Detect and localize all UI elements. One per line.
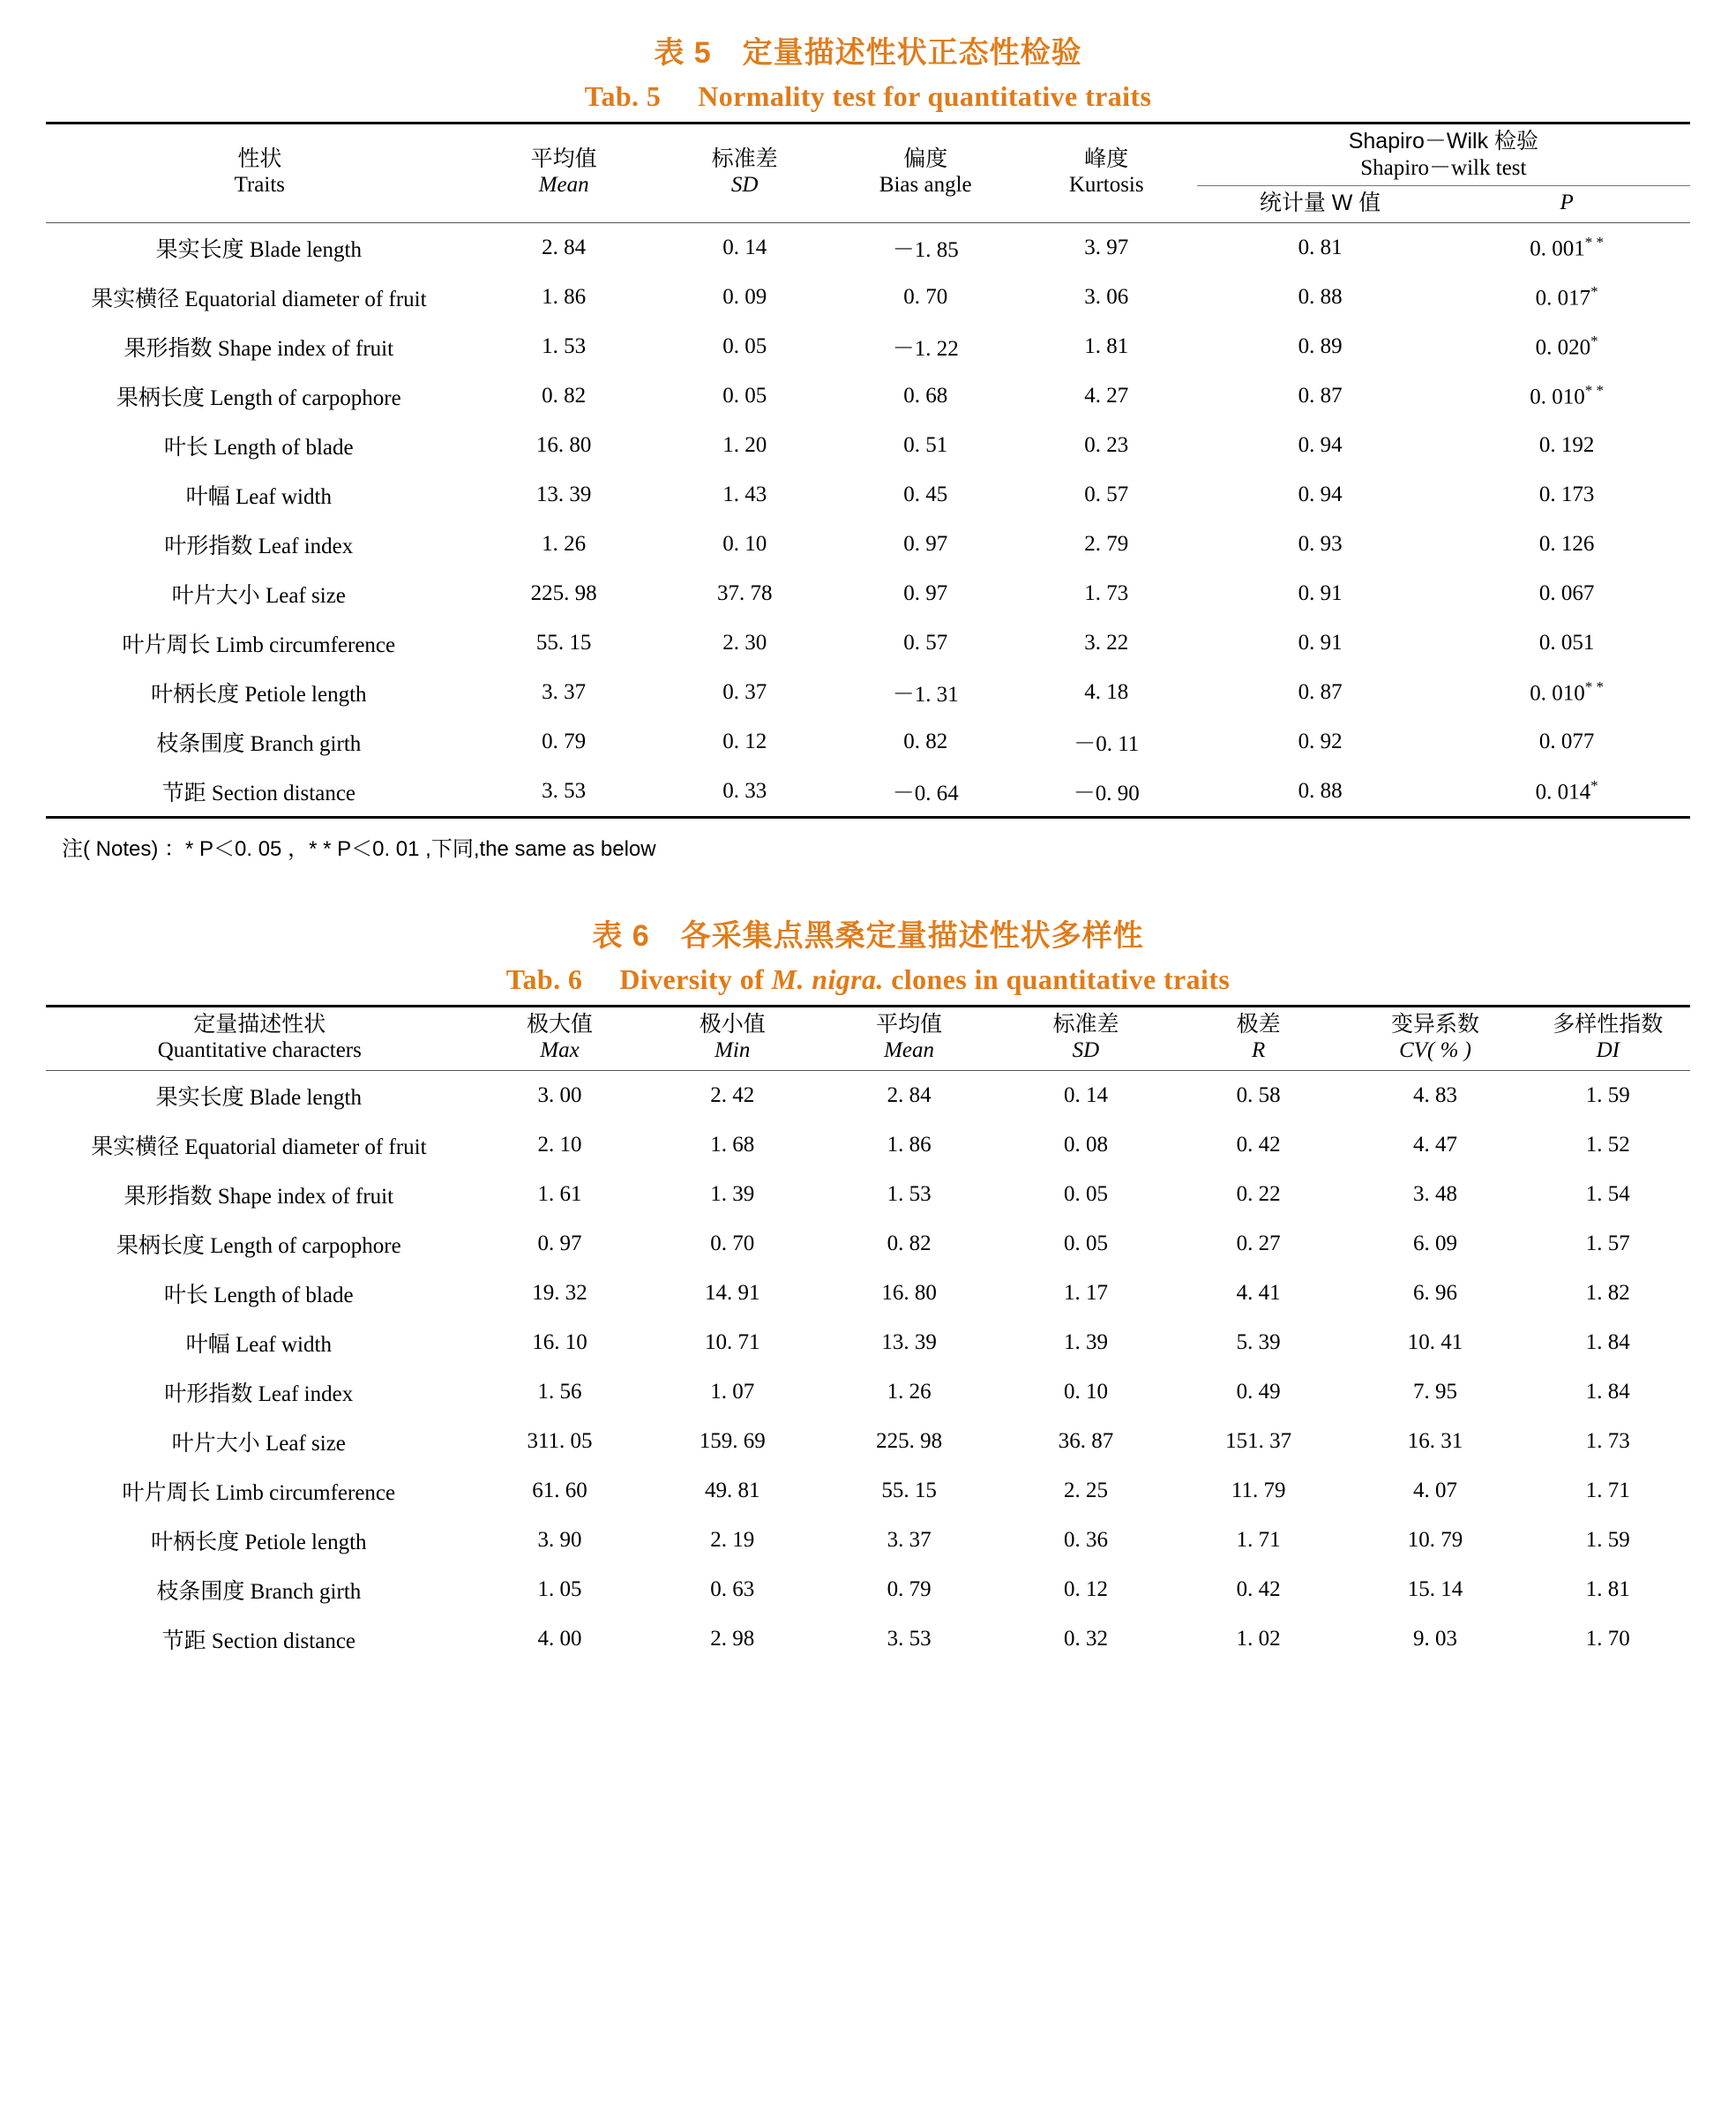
table5-cell-bias: 0. 57: [903, 630, 948, 655]
table5-cell-mean: 2. 84: [542, 235, 587, 259]
table-row: [46, 1565, 1690, 1614]
table-6: [46, 1005, 1690, 1664]
table6-cell-r: 0. 42: [1236, 1576, 1281, 1601]
table6-cell-di: 1. 52: [1585, 1132, 1630, 1157]
table6-cell-max: 1. 05: [537, 1576, 582, 1601]
table6-cell-di: 1. 73: [1585, 1428, 1630, 1453]
table5-title-cn: 表 5 定量描述性状正态性检验: [654, 36, 1082, 70]
table5-col-sd: 标准差 SD: [711, 146, 778, 198]
table6-cell-mean: 13. 39: [881, 1329, 937, 1354]
table6-title-en-part1: Diversity of: [619, 962, 765, 995]
table5-cell-bias: －1. 22: [892, 336, 959, 361]
table6-cell-r: 0. 42: [1236, 1132, 1281, 1157]
table5-header-row-1: [46, 124, 1690, 186]
table5-cell-kurt: 3. 22: [1084, 630, 1129, 655]
table5-cell-w: 0. 81: [1298, 235, 1343, 259]
table6-cell-sd: 0. 12: [1063, 1576, 1108, 1601]
table5-cell-p: 0. 014*: [1535, 776, 1598, 805]
table6-cell-r: 4. 41: [1236, 1280, 1281, 1305]
table5-cell-w: 0. 91: [1298, 630, 1343, 655]
table6-cell-cv: 6. 96: [1413, 1280, 1458, 1305]
table-5: [46, 122, 1690, 816]
table5-cell-sd: 37. 78: [716, 580, 773, 605]
table6-cell-di: 1. 84: [1585, 1379, 1630, 1404]
table-row: [46, 717, 1690, 767]
table6-cell-min: 10. 71: [704, 1329, 760, 1354]
table6-cell-r: 0. 27: [1236, 1231, 1281, 1255]
table6-cell-trait: 果实长度 Blade length: [155, 1084, 362, 1110]
table-row: [46, 1466, 1690, 1516]
table5-cell-trait: 果实长度 Blade length: [155, 236, 362, 262]
table6-cell-trait: 果柄长度 Length of carpophore: [116, 1232, 401, 1258]
table-row: [46, 470, 1690, 520]
table5-cell-trait: 叶形指数 Leaf index: [164, 533, 354, 558]
table5-col-bias: 偏度 Bias angle: [879, 146, 972, 198]
table6-cell-mean: 2. 84: [887, 1082, 932, 1107]
table6-header-row: [46, 1006, 1690, 1068]
table5-cell-p: 0. 001* *: [1530, 233, 1605, 261]
table5-cell-sd: 0. 12: [722, 729, 767, 753]
table5-cell-mean: 55. 15: [535, 630, 592, 655]
table5-title-en-prefix: Tab. 5: [584, 80, 662, 112]
table6-cell-min: 49. 81: [704, 1478, 760, 1502]
table6-cell-min: 0. 63: [710, 1576, 755, 1601]
table6-title-en-italic: M. nigra.: [771, 962, 884, 995]
table5-cell-w: 0. 88: [1298, 284, 1343, 309]
table6-cell-trait: 果实横径 Equatorial diameter of fruit: [91, 1134, 427, 1159]
table5-cell-w: 0. 94: [1298, 432, 1343, 457]
table6-cell-r: 1. 02: [1236, 1626, 1281, 1651]
table6-cell-min: 2. 19: [710, 1527, 755, 1552]
table5-cell-p: 0. 077: [1538, 729, 1595, 753]
table6-cell-trait: 果形指数 Shape index of fruit: [123, 1183, 394, 1209]
table6-cell-min: 1. 07: [710, 1379, 755, 1404]
table5-cell-sd: 0. 10: [722, 531, 767, 556]
table6-title-en-prefix: Tab. 6: [505, 962, 583, 995]
table5-cell-kurt: －0. 11: [1074, 731, 1140, 756]
table6-cell-cv: 7. 95: [1413, 1379, 1458, 1404]
table6-cell-di: 1. 54: [1585, 1181, 1630, 1206]
table6-cell-trait: 叶片大小 Leaf size: [171, 1430, 346, 1456]
table6-cell-sd: 0. 05: [1063, 1231, 1108, 1255]
table5-cell-p: 0. 173: [1538, 482, 1595, 506]
table5-cell-trait: 果实横径 Equatorial diameter of fruit: [91, 286, 427, 311]
table5-cell-trait: 叶片周长 Limb circumference: [122, 632, 396, 657]
table5-cell-p: 0. 051: [1538, 630, 1595, 655]
table-row: [46, 520, 1690, 569]
table6-cell-cv: 10. 79: [1407, 1527, 1463, 1552]
table-row: [46, 371, 1690, 421]
table5-cell-bias: －0. 64: [892, 781, 959, 805]
table6-cell-sd: 2. 25: [1063, 1478, 1108, 1502]
table6-cell-sd: 0. 05: [1063, 1181, 1108, 1206]
table5-cell-sd: 2. 30: [722, 630, 767, 655]
table-row: [46, 273, 1690, 322]
table6-cell-mean: 0. 82: [887, 1231, 932, 1255]
table5-cell-bias: 0. 97: [903, 531, 948, 556]
table6-col-sd: 标准差 SD: [1052, 1011, 1119, 1062]
table5-cell-mean: 16. 80: [535, 432, 592, 457]
table-row: [46, 322, 1690, 371]
table5-head: [46, 124, 1690, 223]
table6-cell-min: 1. 68: [710, 1132, 755, 1157]
table5-cell-kurt: 1. 73: [1084, 580, 1129, 605]
table5-cell-mean: 3. 53: [542, 778, 587, 803]
table5-cell-trait: 节距 Section distance: [161, 780, 356, 805]
table6-cell-sd: 0. 14: [1063, 1082, 1108, 1107]
table5-cell-w: 0. 87: [1298, 679, 1343, 704]
table6-cell-sd: 0. 36: [1063, 1527, 1108, 1552]
table6-cell-r: 11. 79: [1231, 1478, 1286, 1502]
table6-cell-mean: 1. 53: [887, 1181, 932, 1206]
table5-cell-p: 0. 192: [1538, 432, 1595, 457]
table6-cell-cv: 6. 09: [1413, 1231, 1458, 1255]
table5-cell-bias: 0. 70: [903, 284, 948, 309]
table6-cell-max: 1. 56: [537, 1379, 582, 1404]
table5-cell-kurt: 4. 27: [1084, 383, 1129, 408]
table6-cell-cv: 4. 07: [1413, 1478, 1458, 1502]
table5-cell-p: 0. 010* *: [1530, 678, 1605, 706]
table6-col-di: 多样性指数 DI: [1553, 1011, 1664, 1062]
table6-cell-max: 311. 05: [527, 1428, 593, 1453]
table5-cell-p: 0. 010* *: [1530, 381, 1605, 409]
table6-cell-sd: 1. 17: [1063, 1280, 1108, 1305]
table6-cell-r: 151. 37: [1225, 1428, 1292, 1453]
table6-cell-sd: 0. 10: [1063, 1379, 1108, 1404]
table5-cell-mean: 1. 26: [542, 531, 587, 556]
table5-cell-trait: 叶片大小 Leaf size: [171, 582, 346, 608]
table5-cell-mean: 0. 82: [542, 383, 587, 408]
table-row: [46, 421, 1690, 470]
table6-cell-trait: 叶幅 Leaf width: [185, 1331, 332, 1357]
table-row: [46, 1120, 1690, 1170]
table5-cell-mean: 0. 79: [542, 729, 587, 753]
table6-title-cn: 表 6 各采集点黑桑定量描述性状多样性: [592, 918, 1144, 953]
table5-cell-mean: 225. 98: [530, 580, 597, 605]
table5-cell-kurt: 1. 81: [1084, 333, 1129, 358]
table5-col-trait: 性状 Traits: [234, 146, 286, 198]
table6-cell-cv: 3. 48: [1413, 1181, 1458, 1206]
table6-cell-sd: 36. 87: [1058, 1428, 1114, 1453]
table5-cell-w: 0. 94: [1298, 482, 1343, 506]
table-row: [46, 618, 1690, 668]
table6-cell-min: 1. 39: [710, 1181, 755, 1206]
table6-cell-trait: 叶柄长度 Petiole length: [151, 1529, 367, 1554]
table5-cell-p: 0. 017*: [1535, 282, 1598, 311]
table6-cell-di: 1. 82: [1585, 1280, 1630, 1305]
table5-cell-w: 0. 87: [1298, 383, 1343, 408]
table6-cell-cv: 16. 31: [1407, 1428, 1463, 1453]
table6-cell-cv: 4. 83: [1413, 1082, 1458, 1107]
table5-cell-sd: 0. 37: [722, 679, 767, 704]
table6-cell-trait: 叶片周长 Limb circumference: [122, 1479, 396, 1505]
table6-col-trait: 定量描述性状 Quantitative characters: [157, 1011, 362, 1062]
table6-cell-r: 0. 58: [1236, 1082, 1281, 1107]
table-row: [46, 222, 1690, 273]
table6-cell-trait: 叶长 Length of blade: [164, 1282, 354, 1307]
table5-cell-kurt: 2. 79: [1084, 531, 1129, 556]
table5-col-mean: 平均值 Mean: [530, 146, 597, 198]
table5-cell-kurt: 4. 18: [1084, 679, 1129, 704]
table6-title-en-part2: clones in quantitative traits: [891, 962, 1231, 995]
table6-cell-r: 0. 22: [1236, 1181, 1281, 1206]
table-row: [46, 1269, 1690, 1318]
table5-cell-kurt: 0. 57: [1084, 482, 1129, 506]
table6-cell-max: 16. 10: [532, 1329, 587, 1354]
table6-cell-trait: 枝条围度 Branch girth: [156, 1578, 362, 1604]
table6-cell-sd: 1. 39: [1063, 1329, 1108, 1354]
table5-title-en: [46, 80, 1690, 113]
table5-cell-sd: 0. 05: [722, 333, 767, 358]
table6-cell-min: 2. 98: [710, 1626, 755, 1651]
table5-col-w: 统计量 W 值: [1259, 191, 1381, 215]
table5-cell-sd: 1. 20: [722, 432, 767, 457]
table5-cell-trait: 叶柄长度 Petiole length: [151, 681, 367, 707]
table6-col-min: 极小值 Min: [699, 1011, 766, 1062]
table5-cell-sd: 0. 33: [722, 778, 767, 803]
table6-body: [46, 1070, 1690, 1664]
table5-cell-w: 0. 89: [1298, 333, 1343, 358]
table6-col-mean: 平均值 Mean: [876, 1011, 943, 1062]
table5-cell-mean: 1. 86: [542, 284, 587, 309]
table6-cell-r: 5. 39: [1236, 1329, 1281, 1354]
table6-cell-sd: 0. 08: [1063, 1132, 1108, 1157]
table5-cell-trait: 果形指数 Shape index of fruit: [123, 335, 394, 361]
table6-cell-max: 1. 61: [537, 1181, 582, 1206]
table6-col-r: 极差 R: [1236, 1011, 1281, 1062]
table5-cell-kurt: 3. 06: [1084, 284, 1129, 309]
table6-cell-mean: 16. 80: [881, 1280, 937, 1305]
table5-cell-p: 0. 020*: [1535, 332, 1598, 360]
table6-cell-mean: 225. 98: [876, 1428, 943, 1453]
table6-cell-r: 0. 49: [1236, 1379, 1281, 1404]
table5-body: [46, 222, 1690, 816]
table6-cell-min: 2. 42: [710, 1082, 755, 1107]
table6-cell-min: 0. 70: [710, 1231, 755, 1255]
table5-cell-kurt: 0. 23: [1084, 432, 1129, 457]
table6-cell-trait: 叶形指数 Leaf index: [164, 1381, 354, 1406]
table5-cell-kurt: 3. 97: [1084, 235, 1129, 259]
table5-cell-trait: 果柄长度 Length of carpophore: [116, 385, 401, 410]
table6-cell-max: 2. 10: [537, 1132, 582, 1157]
table5-cell-bias: 0. 51: [903, 432, 948, 457]
table6-cell-cv: 10. 41: [1407, 1329, 1463, 1354]
table6-cell-max: 61. 60: [532, 1478, 587, 1502]
table6-cell-di: 1. 70: [1585, 1626, 1630, 1651]
table6-cell-di: 1. 59: [1585, 1082, 1630, 1107]
table5-cell-sd: 0. 09: [722, 284, 767, 309]
table5-cell-w: 0. 88: [1298, 778, 1343, 803]
table6-cell-di: 1. 84: [1585, 1329, 1630, 1354]
table-row: [46, 1170, 1690, 1219]
table-row: [46, 1417, 1690, 1466]
table5-note: 注( Notes) ：* P＜0. 05 ，* * P＜0. 01 ,下同,the same as below: [62, 836, 656, 861]
table5-col-p: P: [1560, 191, 1574, 214]
table6-cell-r: 1. 71: [1236, 1527, 1281, 1552]
table5-cell-trait: 叶幅 Leaf width: [185, 483, 332, 509]
table6-cell-di: 1. 59: [1585, 1527, 1630, 1552]
table5-cell-w: 0. 91: [1298, 580, 1343, 605]
table-row: [46, 1516, 1690, 1565]
table5-cell-mean: 3. 37: [542, 679, 587, 704]
table5-cell-bias: －1. 85: [892, 237, 959, 262]
table6-cell-sd: 0. 32: [1063, 1626, 1108, 1651]
table5-col-kurtosis: 峰度 Kurtosis: [1068, 146, 1144, 198]
table6-cell-di: 1. 81: [1585, 1576, 1630, 1601]
table6-cell-mean: 1. 26: [887, 1379, 932, 1404]
table-row: [46, 1318, 1690, 1367]
table6-title-en: [46, 963, 1690, 996]
table-row: [46, 1219, 1690, 1269]
table-row: [46, 767, 1690, 816]
table5-cell-w: 0. 92: [1298, 729, 1343, 753]
table5-cell-mean: 1. 53: [542, 333, 587, 358]
table-row: [46, 668, 1690, 717]
table5-cell-sd: 0. 14: [722, 235, 767, 259]
table6-cell-mean: 3. 37: [887, 1527, 932, 1552]
table6-cell-cv: 9. 03: [1413, 1626, 1458, 1651]
table6-col-max: 极大值 Max: [526, 1011, 593, 1062]
table5-cell-kurt: －0. 90: [1073, 781, 1140, 805]
table6-cell-mean: 3. 53: [887, 1626, 932, 1651]
table6-cell-mean: 1. 86: [887, 1132, 932, 1157]
table5-cell-p: 0. 067: [1538, 580, 1595, 605]
table6-cell-cv: 15. 14: [1407, 1576, 1463, 1601]
table6-cell-max: 3. 00: [537, 1082, 582, 1107]
table5-cell-bias: 0. 68: [903, 383, 948, 408]
table6-cell-max: 4. 00: [537, 1626, 582, 1651]
table5-cell-trait: 枝条围度 Branch girth: [156, 730, 362, 756]
table5-cell-bias: －1. 31: [892, 682, 959, 707]
table-row: [46, 1367, 1690, 1417]
table5-title-en-text: Normality test for quantitative traits: [698, 80, 1152, 112]
table6-head: [46, 1006, 1690, 1070]
table-row: [46, 569, 1690, 618]
table6-col-cv: 变异系数 CV( % ): [1391, 1011, 1480, 1062]
table5-cell-bias: 0. 97: [903, 580, 948, 605]
table6-cell-max: 19. 32: [532, 1280, 587, 1305]
table6-cell-cv: 4. 47: [1413, 1132, 1458, 1157]
table6-cell-mean: 55. 15: [881, 1478, 937, 1502]
table6-cell-di: 1. 71: [1585, 1478, 1630, 1502]
table-row: [46, 1070, 1690, 1120]
table5-cell-bias: 0. 82: [903, 729, 948, 753]
table5-cell-sd: 0. 05: [722, 383, 767, 408]
table6-cell-min: 159. 69: [699, 1428, 766, 1453]
table6-cell-max: 3. 90: [537, 1527, 582, 1552]
table6-cell-di: 1. 57: [1585, 1231, 1630, 1255]
table5-cell-w: 0. 93: [1298, 531, 1343, 556]
table5-cell-bias: 0. 45: [903, 482, 948, 506]
table5-cell-mean: 13. 39: [535, 482, 592, 506]
table6-cell-max: 0. 97: [537, 1231, 582, 1255]
table6-cell-trait: 节距 Section distance: [161, 1628, 356, 1653]
table-row: [46, 1614, 1690, 1664]
table6-cell-mean: 0. 79: [887, 1576, 932, 1601]
table6-cell-min: 14. 91: [704, 1280, 760, 1305]
table5-cell-trait: 叶长 Length of blade: [164, 434, 354, 460]
table5-cell-sd: 1. 43: [722, 482, 767, 506]
table5-col-shapiro-wilk: Shapiro－Wilk 检验 Shapiro－wilk test: [1197, 124, 1690, 186]
table5-cell-p: 0. 126: [1538, 531, 1595, 556]
